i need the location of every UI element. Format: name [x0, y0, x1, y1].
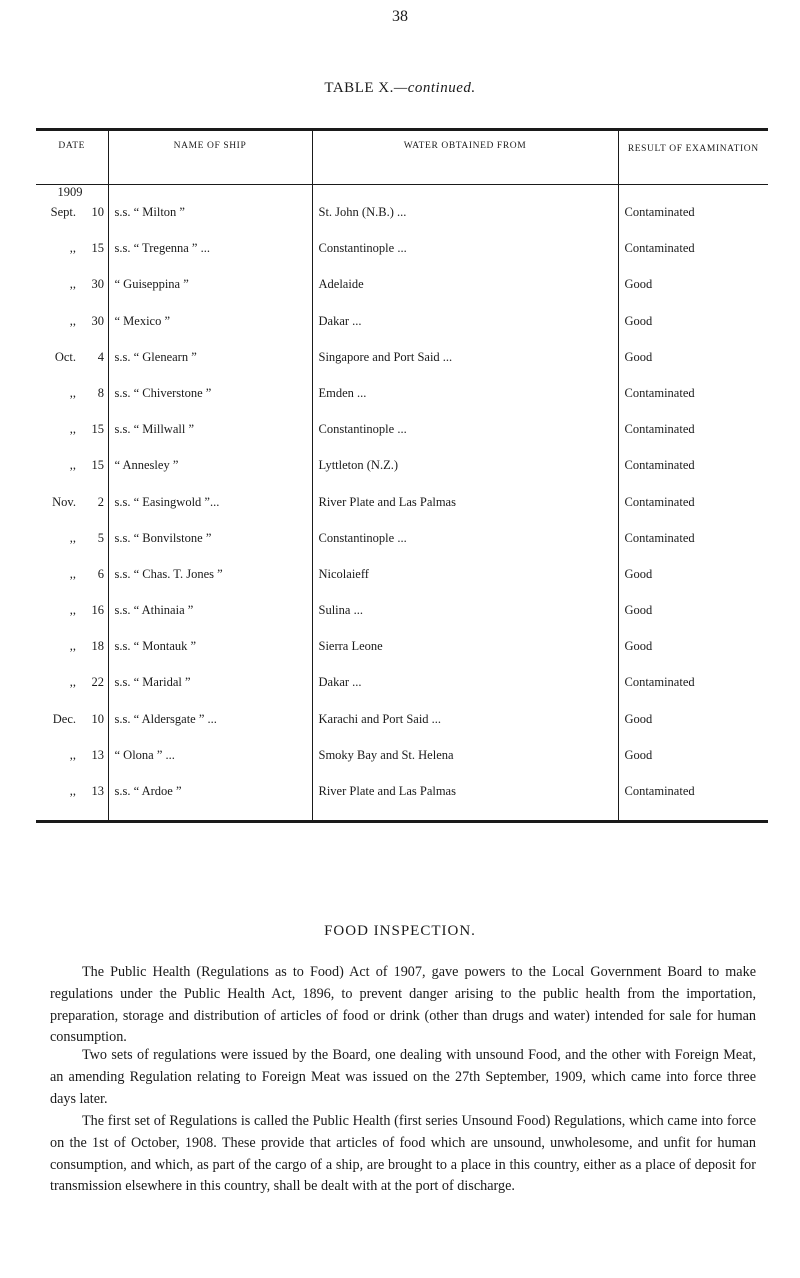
table-row — [36, 386, 768, 422]
row-result: Good — [618, 748, 768, 784]
row-month: ,, — [69, 639, 76, 654]
row-result: Good — [618, 314, 768, 350]
page-number: 38 — [392, 8, 408, 25]
section-heading: FOOD INSPECTION. — [324, 923, 476, 939]
row-ship: s.s. “ Bonvilstone ” — [108, 531, 312, 567]
table-row — [36, 203, 768, 241]
row-water: River Plate and Las Palmas — [312, 495, 618, 531]
year-row — [36, 185, 768, 204]
table-header-row — [36, 131, 768, 185]
row-day: 13 — [91, 784, 104, 798]
row-ship: “ Guiseppina ” — [108, 277, 312, 313]
row-month: ,, — [69, 458, 76, 473]
row-water: Constantinople ... — [312, 422, 618, 458]
row-result: Contaminated — [618, 203, 768, 241]
table-row — [36, 422, 768, 458]
row-month: Sept. — [50, 205, 76, 219]
row-month: Nov. — [52, 494, 76, 509]
row-ship: s.s. “ Milton ” — [108, 203, 312, 241]
row-month: Oct. — [54, 349, 76, 364]
table-row — [36, 277, 768, 313]
table-body — [36, 185, 768, 821]
row-month: ,, — [69, 747, 76, 762]
row-month: Dec. — [52, 711, 76, 726]
row-result: Contaminated — [618, 675, 768, 711]
row-result: Good — [618, 277, 768, 313]
row-result: Contaminated — [618, 386, 768, 422]
row-day: 8 — [97, 385, 104, 400]
table-row — [36, 241, 768, 277]
row-month: ,, — [69, 675, 76, 690]
row-ship: s.s. “ Ardoe ” — [108, 784, 312, 820]
row-result: Contaminated — [618, 422, 768, 458]
table-bottom-rule — [36, 820, 768, 823]
row-month: ,, — [69, 241, 76, 256]
row-month: ,, — [69, 385, 76, 400]
row-ship: s.s. “ Athinaia ” — [108, 603, 312, 639]
row-day: 15 — [91, 458, 104, 473]
row-day: 13 — [91, 747, 104, 762]
table-row — [36, 784, 768, 820]
row-day: 15 — [91, 241, 104, 256]
row-day: 18 — [91, 639, 104, 654]
row-water: Adelaide — [312, 277, 618, 313]
row-result: Good — [618, 603, 768, 639]
row-water: Dakar ... — [312, 675, 618, 711]
row-water: Emden ... — [312, 386, 618, 422]
paragraph-1: The Public Health (Regulations as to Food) Act of 1907, gave powers to the Local Government Board to make regulations under the Public Health Act, 1896, to prevent danger arising to the public health from the importation, preparation, storage and distribution of articles of food or drink (other than drugs and water) intended for sale for human consumption. — [50, 964, 756, 1046]
row-water: Karachi and Port Said ... — [312, 712, 618, 748]
table-grid — [36, 131, 768, 820]
row-ship: s.s. “ Chas. T. Jones ” — [108, 567, 312, 603]
row-water: Constantinople ... — [312, 241, 618, 277]
row-result: Contaminated — [618, 458, 768, 494]
table-row — [36, 458, 768, 494]
row-result: Good — [618, 350, 768, 386]
table-title-suffix: —continued. — [393, 80, 476, 96]
row-day: 30 — [91, 313, 104, 328]
row-ship: s.s. “ Aldersgate ” ... — [108, 712, 312, 748]
row-ship: s.s. “ Tregenna ” ... — [108, 241, 312, 277]
table-row — [36, 567, 768, 603]
row-ship: s.s. “ Easingwold ”... — [108, 495, 312, 531]
table-row — [36, 350, 768, 386]
row-ship: s.s. “ Montauk ” — [108, 639, 312, 675]
row-ship: “ Mexico ” — [108, 314, 312, 350]
row-result: Contaminated — [618, 241, 768, 277]
row-day: 5 — [97, 530, 104, 545]
table-title — [0, 80, 800, 97]
row-ship: s.s. “ Glenearn ” — [108, 350, 312, 386]
row-result: Contaminated — [618, 531, 768, 567]
row-month: ,, — [69, 784, 76, 798]
row-water: St. John (N.B.) ... — [312, 203, 618, 241]
header-result: RESULT OF EXAMINATION — [618, 131, 768, 185]
row-day: 15 — [91, 422, 104, 437]
row-day: 2 — [97, 494, 104, 509]
table-row — [36, 675, 768, 711]
table-row — [36, 712, 768, 748]
paragraph-3: The first set of Regulations is called the Public Health (first series Unsound Food) Regulations, which came into force on the 1st of October, 1908. These provide that articles of food which are unsound, unwholesome, and unfit for human consumption, and which, as part of the cargo of a ship, are brought to a place in this country, either as a place of deposit for transmission elsewhere in this country, shall be dealt with at the port of discharge. — [50, 1113, 756, 1195]
header-date: DATE — [36, 131, 108, 185]
row-month: ,, — [69, 566, 76, 581]
header-water: WATER OBTAINED FROM — [312, 131, 618, 185]
row-water: Sulina ... — [312, 603, 618, 639]
table-row — [36, 748, 768, 784]
row-month: ,, — [69, 422, 76, 437]
paragraph-2: Two sets of regulations were issued by the Board, one dealing with unsound Food, and the other with Foreign Meat, an amending Regulation relating to Foreign Meat was issued on the 27th September, 1909, which came into force three days later. — [50, 1047, 756, 1107]
row-water: Singapore and Port Said ... — [312, 350, 618, 386]
row-month: ,, — [69, 277, 76, 292]
row-day: 6 — [97, 566, 104, 581]
row-month: ,, — [69, 530, 76, 545]
row-water: Smoky Bay and St. Helena — [312, 748, 618, 784]
table-row — [36, 531, 768, 567]
row-water: Lyttleton (N.Z.) — [312, 458, 618, 494]
row-water: Sierra Leone — [312, 639, 618, 675]
row-result: Good — [618, 639, 768, 675]
table-title-main: TABLE X. — [324, 80, 394, 96]
table-row — [36, 603, 768, 639]
water-examination-table — [36, 128, 768, 823]
row-month: ,, — [69, 603, 76, 618]
row-water: Dakar ... — [312, 314, 618, 350]
row-result: Contaminated — [618, 495, 768, 531]
year-label: 1909 — [57, 185, 83, 199]
row-ship: “ Annesley ” — [108, 458, 312, 494]
row-result: Good — [618, 712, 768, 748]
row-day: 22 — [91, 675, 104, 690]
row-water: Constantinople ... — [312, 531, 618, 567]
row-ship: “ Olona ” ... — [108, 748, 312, 784]
row-day: 16 — [91, 603, 104, 618]
row-day: 10 — [91, 711, 104, 726]
row-ship: s.s. “ Chiverstone ” — [108, 386, 312, 422]
row-water: River Plate and Las Palmas — [312, 784, 618, 820]
row-ship: s.s. “ Maridal ” — [108, 675, 312, 711]
row-month: ,, — [69, 313, 76, 328]
row-result: Good — [618, 567, 768, 603]
row-day: 10 — [91, 205, 104, 219]
row-water: Nicolaieff — [312, 567, 618, 603]
row-result: Contaminated — [618, 784, 768, 820]
table-row — [36, 495, 768, 531]
table-row — [36, 314, 768, 350]
table-row — [36, 639, 768, 675]
row-ship: s.s. “ Millwall ” — [108, 422, 312, 458]
row-day: 4 — [97, 349, 104, 364]
row-day: 30 — [91, 277, 104, 292]
header-ship: NAME OF SHIP — [108, 131, 312, 185]
